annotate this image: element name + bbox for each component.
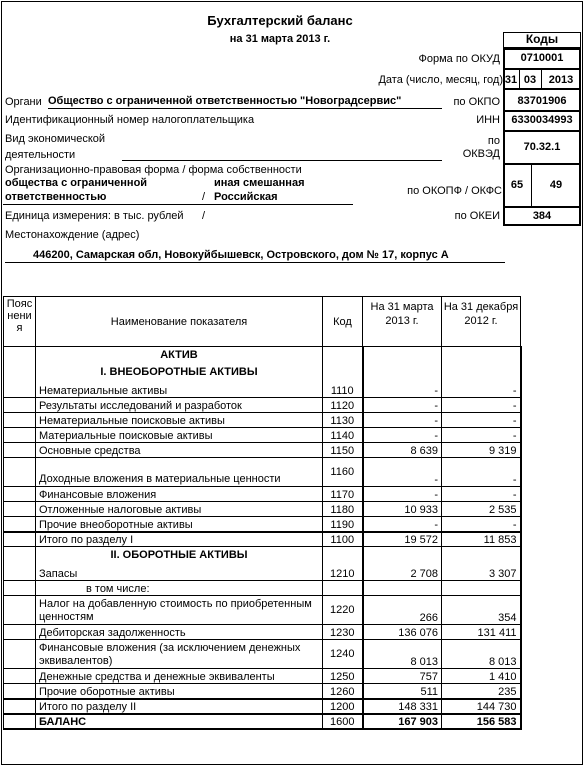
code-cell bbox=[323, 581, 363, 596]
table-row bbox=[4, 669, 521, 684]
value-previous: - bbox=[442, 413, 521, 428]
value-previous: 354 bbox=[442, 596, 521, 625]
value-current: 2 708 bbox=[363, 566, 442, 581]
value-current: 8 013 bbox=[363, 640, 442, 669]
value-cell bbox=[442, 347, 521, 364]
table-row bbox=[4, 458, 521, 487]
okpo-label: по ОКПО bbox=[453, 96, 500, 108]
note-cell bbox=[4, 699, 36, 714]
note-cell bbox=[4, 625, 36, 640]
okud-label: Форма по ОКУД bbox=[418, 53, 500, 65]
address-label: Местонахождение (адрес) bbox=[5, 229, 140, 241]
col-note-header: Пояснения bbox=[4, 297, 36, 347]
okfs-value: 49 bbox=[549, 179, 563, 191]
date-year: 2013 bbox=[548, 74, 574, 86]
table-row bbox=[4, 625, 521, 640]
activity-label-2: деятельности bbox=[5, 149, 76, 161]
note-cell bbox=[4, 596, 36, 625]
okopf-value: 65 bbox=[510, 179, 524, 191]
row-code: 1160 bbox=[323, 458, 363, 487]
value-current: - bbox=[363, 413, 442, 428]
legal-form-label: Организационно-правовая форма / форма собственности bbox=[5, 164, 302, 176]
row-label: в том числе: bbox=[36, 581, 323, 596]
value-cell bbox=[442, 364, 521, 383]
unit-label: Единица измерения: в тыс. рублей bbox=[5, 210, 184, 222]
report-date: на 31 марта 2013 г. bbox=[229, 33, 331, 45]
section-heading: I. ВНЕОБОРОТНЫЕ АКТИВЫ bbox=[36, 364, 323, 383]
row-code: 1120 bbox=[323, 398, 363, 413]
okud-value: 0710001 bbox=[520, 52, 564, 64]
row-code: 1250 bbox=[323, 669, 363, 684]
value-previous: - bbox=[442, 428, 521, 443]
value-current: 136 076 bbox=[363, 625, 442, 640]
row-label: Запасы bbox=[36, 566, 323, 581]
row-label: БАЛАНС bbox=[36, 714, 323, 729]
note-cell bbox=[4, 364, 36, 383]
row-label: Нематериальные активы bbox=[36, 383, 323, 398]
note-cell bbox=[4, 383, 36, 398]
value-current: 8 639 bbox=[363, 443, 442, 458]
row-label: Основные средства bbox=[36, 443, 323, 458]
code-cell bbox=[323, 547, 363, 566]
note-cell bbox=[4, 547, 36, 566]
row-label: Нематериальные поисковые активы bbox=[36, 413, 323, 428]
row-code: 1130 bbox=[323, 413, 363, 428]
value-current: 167 903 bbox=[363, 714, 442, 729]
org-label: Органи bbox=[5, 96, 42, 108]
value-previous: 235 bbox=[442, 684, 521, 699]
date-label: Дата (число, месяц, год) bbox=[378, 74, 503, 86]
value-current: 757 bbox=[363, 669, 442, 684]
row-label: Результаты исследований и разработок bbox=[36, 398, 323, 413]
okpo-value: 83701906 bbox=[517, 95, 567, 107]
row-label: Доходные вложения в материальные ценности bbox=[36, 458, 323, 487]
table-row bbox=[4, 428, 521, 443]
inn-label: ИНН bbox=[476, 114, 500, 126]
value-current: - bbox=[363, 458, 442, 487]
value-current: - bbox=[363, 517, 442, 532]
value-cell bbox=[363, 347, 442, 364]
table-row bbox=[4, 502, 521, 517]
section-heading: II. ОБОРОТНЫЕ АКТИВЫ bbox=[36, 547, 323, 566]
table-row bbox=[4, 566, 521, 581]
value-cell bbox=[363, 581, 442, 596]
row-code: 1190 bbox=[323, 517, 363, 532]
col-period1-header: На 31 марта 2013 г. bbox=[363, 297, 442, 347]
row-code: 1180 bbox=[323, 502, 363, 517]
note-cell bbox=[4, 566, 36, 581]
unit-sep: / bbox=[202, 210, 206, 222]
ownership-1: иная смешанная bbox=[214, 177, 305, 189]
code-cell bbox=[323, 364, 363, 383]
row-code: 1240 bbox=[323, 640, 363, 669]
value-cell bbox=[442, 581, 521, 596]
table-row bbox=[4, 684, 521, 699]
col-name-header: Наименование показателя bbox=[36, 297, 323, 347]
ownership-2: Российская bbox=[214, 191, 278, 203]
table-row bbox=[4, 517, 521, 532]
legal-form-2: ответственностью bbox=[5, 191, 107, 203]
row-label: Отложенные налоговые активы bbox=[36, 502, 323, 517]
table-row bbox=[4, 640, 521, 669]
okved-label-1: по bbox=[487, 135, 500, 147]
value-previous: 131 411 bbox=[442, 625, 521, 640]
value-current: - bbox=[363, 383, 442, 398]
row-code: 1260 bbox=[323, 684, 363, 699]
value-current: 19 572 bbox=[363, 532, 442, 547]
note-cell bbox=[4, 517, 36, 532]
note-cell bbox=[4, 458, 36, 487]
okved-label-2: ОКВЭД bbox=[462, 148, 500, 160]
table-row bbox=[4, 699, 521, 714]
value-current: 266 bbox=[363, 596, 442, 625]
note-cell bbox=[4, 669, 36, 684]
org-name: Общество с ограниченной ответственностью "Новоградсервис" bbox=[48, 95, 442, 109]
col-period2-header: На 31 декабря 2012 г. bbox=[442, 297, 521, 347]
value-previous: 3 307 bbox=[442, 566, 521, 581]
balance-table bbox=[3, 296, 522, 730]
codes-label: Коды bbox=[525, 32, 559, 46]
row-label: Прочие внеоборотные активы bbox=[36, 517, 323, 532]
row-label: Дебиторская задолженность bbox=[36, 625, 323, 640]
row-code: 1110 bbox=[323, 383, 363, 398]
table-row bbox=[4, 714, 521, 729]
value-current: - bbox=[363, 428, 442, 443]
note-cell bbox=[4, 487, 36, 502]
value-previous: 156 583 bbox=[442, 714, 521, 729]
note-cell bbox=[4, 532, 36, 547]
note-cell bbox=[4, 581, 36, 596]
table-row bbox=[4, 413, 521, 428]
value-current: - bbox=[363, 487, 442, 502]
row-code: 1210 bbox=[323, 566, 363, 581]
table-header-row bbox=[4, 297, 521, 347]
row-label: Итого по разделу II bbox=[36, 699, 323, 714]
value-current: 10 933 bbox=[363, 502, 442, 517]
table-row bbox=[4, 487, 521, 502]
row-code: 1170 bbox=[323, 487, 363, 502]
legal-form-1: общества с ограниченной bbox=[5, 177, 148, 189]
note-cell bbox=[4, 502, 36, 517]
value-previous: 9 319 bbox=[442, 443, 521, 458]
okei-value: 384 bbox=[532, 210, 552, 222]
value-previous: - bbox=[442, 487, 521, 502]
row-code: 1150 bbox=[323, 443, 363, 458]
code-cell bbox=[323, 347, 363, 364]
value-previous: - bbox=[442, 383, 521, 398]
row-label: Итого по разделу I bbox=[36, 532, 323, 547]
row-code: 1600 bbox=[323, 714, 363, 729]
row-code: 1220 bbox=[323, 596, 363, 625]
table-row bbox=[4, 383, 521, 398]
value-previous: 8 013 bbox=[442, 640, 521, 669]
row-label: Денежные средства и денежные эквиваленты bbox=[36, 669, 323, 684]
date-month: 03 bbox=[523, 74, 537, 86]
table-row bbox=[4, 532, 521, 547]
okopf-label: по ОКОПФ / ОКФС bbox=[407, 185, 502, 197]
value-current: 511 bbox=[363, 684, 442, 699]
value-cell bbox=[442, 547, 521, 566]
okved-value: 70.32.1 bbox=[523, 141, 561, 153]
row-label: Прочие оборотные активы bbox=[36, 684, 323, 699]
row-label: Материальные поисковые активы bbox=[36, 428, 323, 443]
table-row bbox=[4, 547, 521, 566]
row-label: Финансовые вложения bbox=[36, 487, 323, 502]
value-previous: 1 410 bbox=[442, 669, 521, 684]
table-row bbox=[4, 364, 521, 383]
value-previous: - bbox=[442, 398, 521, 413]
value-previous: - bbox=[442, 517, 521, 532]
value-current: - bbox=[363, 398, 442, 413]
note-cell bbox=[4, 640, 36, 669]
row-code: 1200 bbox=[323, 699, 363, 714]
note-cell bbox=[4, 413, 36, 428]
row-label: Налог на добавленную стоимость по приобретенным ценностям bbox=[36, 596, 323, 625]
table-row bbox=[4, 596, 521, 625]
okei-label: по ОКЕИ bbox=[454, 210, 500, 222]
row-code: 1230 bbox=[323, 625, 363, 640]
page-title: Бухгалтерский баланс bbox=[207, 13, 353, 28]
value-previous: 11 853 bbox=[442, 532, 521, 547]
value-previous: 144 730 bbox=[442, 699, 521, 714]
value-previous: 2 535 bbox=[442, 502, 521, 517]
inn-left-label: Идентификационный номер налогоплательщика bbox=[5, 114, 255, 126]
col-code-header: Код bbox=[323, 297, 363, 347]
table-row bbox=[4, 581, 521, 596]
value-previous: - bbox=[442, 458, 521, 487]
ownership-sep: / bbox=[202, 191, 206, 203]
value-cell bbox=[363, 547, 442, 566]
row-code: 1140 bbox=[323, 428, 363, 443]
row-code: 1100 bbox=[323, 532, 363, 547]
value-cell bbox=[363, 364, 442, 383]
value-current: 148 331 bbox=[363, 699, 442, 714]
note-cell bbox=[4, 714, 36, 729]
address-value: 446200, Самарская обл, Новокуйбышевск, Островского, дом № 17, корпус А bbox=[5, 249, 505, 263]
table-row bbox=[4, 443, 521, 458]
section-heading: АКТИВ bbox=[36, 347, 323, 364]
note-cell bbox=[4, 398, 36, 413]
note-cell bbox=[4, 443, 36, 458]
inn-value: 6330034993 bbox=[511, 114, 573, 126]
note-cell bbox=[4, 684, 36, 699]
table-row bbox=[4, 347, 521, 364]
note-cell bbox=[4, 428, 36, 443]
table-row bbox=[4, 398, 521, 413]
row-label: Финансовые вложения (за исключением денежных эквивалентов) bbox=[36, 640, 323, 669]
note-cell bbox=[4, 347, 36, 364]
date-day: 31 bbox=[504, 74, 518, 86]
activity-label-1: Вид экономической bbox=[5, 133, 106, 145]
